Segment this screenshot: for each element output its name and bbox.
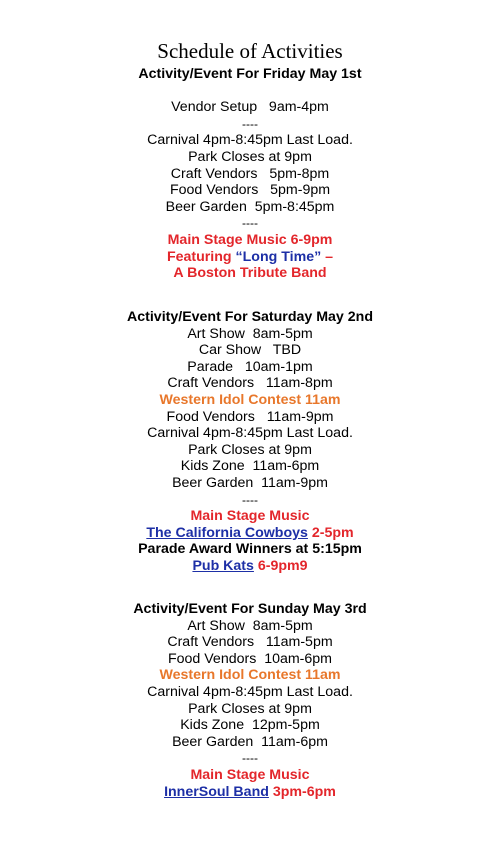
saturday-section bbox=[0, 309, 500, 575]
page-title: Schedule of Activities bbox=[157, 39, 343, 63]
sunday-kids-zone: Kids Zone 12pm-5pm bbox=[180, 717, 320, 734]
innersoul-band-time: 3pm-6pm bbox=[268, 783, 336, 800]
friday-park-closes: Park Closes at 9pm bbox=[188, 148, 312, 165]
saturday-art-show: Art Show 8am-5pm bbox=[187, 325, 313, 342]
saturday-western-idol: Western Idol Contest 11am bbox=[159, 391, 341, 408]
friday-tribute-band: A Boston Tribute Band bbox=[173, 265, 327, 282]
saturday-food-vendors: Food Vendors 11am-9pm bbox=[166, 408, 334, 425]
sunday-band-row bbox=[0, 784, 500, 801]
california-cowboys-link[interactable]: The California Cowboys bbox=[146, 524, 308, 541]
sunday-carnival: Carnival 4pm-8:45pm Last Load. bbox=[147, 683, 353, 700]
friday-main-stage-music: Main Stage Music 6-9pm bbox=[167, 231, 333, 248]
saturday-carnival: Carnival 4pm-8:45pm Last Load. bbox=[147, 425, 353, 442]
friday-vendor-setup: Vendor Setup 9am-4pm bbox=[171, 99, 329, 116]
sunday-park-closes: Park Closes at 9pm bbox=[188, 700, 312, 717]
california-cowboys-time: 2-5pm bbox=[307, 524, 354, 541]
sunday-western-idol: Western Idol Contest 11am bbox=[159, 667, 341, 684]
friday-divider-2: ---- bbox=[242, 216, 258, 231]
saturday-award-winners: Parade Award Winners at 5:15pm bbox=[138, 541, 362, 558]
saturday-heading: Activity/Event For Saturday May 2nd bbox=[127, 309, 373, 325]
friday-featuring bbox=[0, 249, 500, 266]
friday-section bbox=[0, 66, 500, 282]
sunday-main-stage-music: Main Stage Music bbox=[190, 766, 310, 783]
sunday-section bbox=[0, 601, 500, 800]
friday-beer-garden: Beer Garden 5pm-8:45pm bbox=[165, 198, 335, 215]
saturday-main-stage-music: Main Stage Music bbox=[190, 508, 310, 525]
sunday-heading: Activity/Event For Sunday May 3rd bbox=[133, 601, 367, 617]
saturday-park-closes: Park Closes at 9pm bbox=[188, 441, 312, 458]
sunday-food-vendors: Food Vendors 10am-6pm bbox=[167, 650, 333, 667]
sunday-art-show: Art Show 8am-5pm bbox=[187, 617, 313, 634]
friday-divider-1: ---- bbox=[242, 116, 258, 131]
sunday-beer-garden: Beer Garden 11am-6pm bbox=[172, 733, 328, 750]
friday-carnival: Carnival 4pm-8:45pm Last Load. bbox=[147, 132, 353, 149]
sunday-craft-vendors: Craft Vendors 11am-5pm bbox=[167, 634, 333, 651]
saturday-divider: ---- bbox=[242, 492, 258, 507]
saturday-band-2-row bbox=[0, 558, 500, 575]
pub-kats-link[interactable]: Pub Kats bbox=[192, 557, 254, 574]
friday-food-vendors: Food Vendors 5pm-9pm bbox=[169, 182, 331, 199]
saturday-beer-garden: Beer Garden 11am-9pm bbox=[172, 474, 328, 491]
innersoul-band-link[interactable]: InnerSoul Band bbox=[164, 783, 269, 800]
saturday-band-1-row bbox=[0, 525, 500, 542]
featuring-band-name: “Long Time” bbox=[235, 248, 322, 265]
saturday-craft-vendors: Craft Vendors 11am-8pm bbox=[167, 375, 333, 392]
pub-kats-time: 6-9pm9 bbox=[253, 557, 308, 574]
friday-heading: Activity/Event For Friday May 1st bbox=[138, 66, 362, 82]
saturday-kids-zone: Kids Zone 11am-6pm bbox=[180, 458, 320, 475]
featuring-prefix: Featuring bbox=[166, 248, 236, 265]
sunday-divider: ---- bbox=[242, 751, 258, 766]
saturday-car-show: Car Show TBD bbox=[198, 342, 302, 359]
saturday-parade: Parade 10am-1pm bbox=[187, 358, 313, 375]
friday-craft-vendors: Craft Vendors 5pm-8pm bbox=[170, 165, 330, 182]
featuring-suffix: – bbox=[321, 248, 334, 265]
